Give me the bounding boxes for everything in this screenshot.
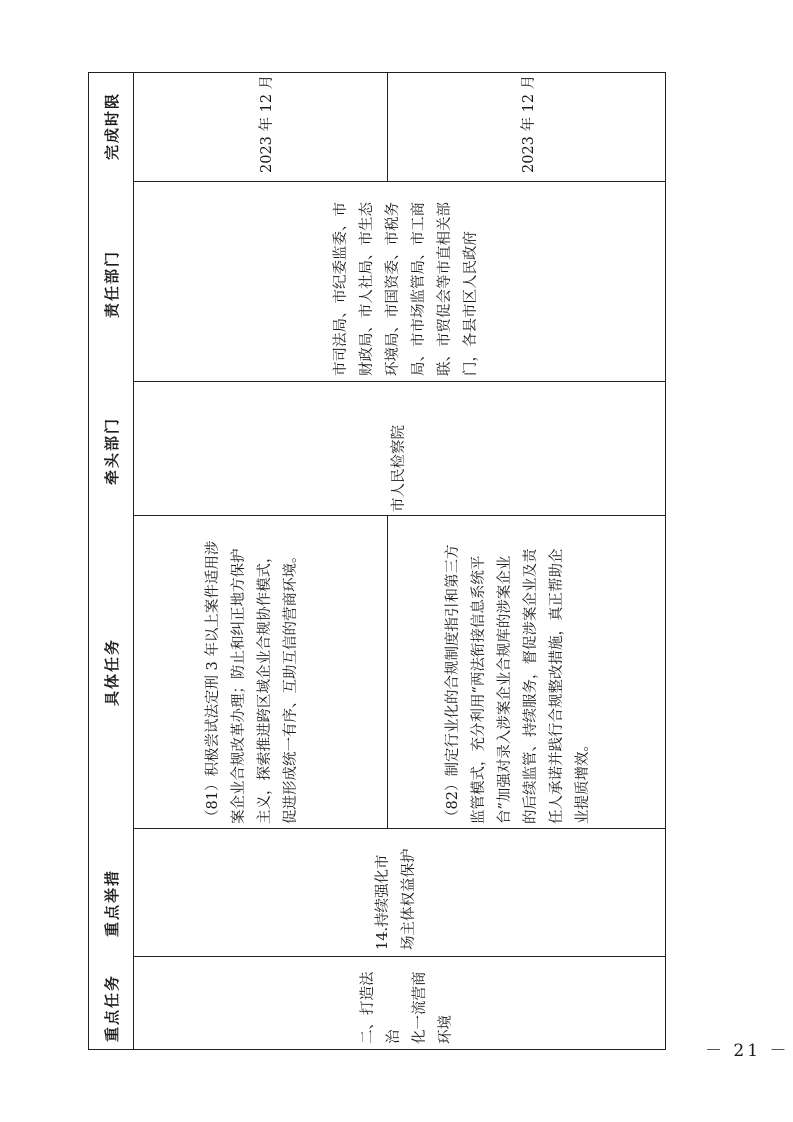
header-responsible: 责任部门: [103, 249, 121, 318]
header-task: 重点任务: [103, 973, 121, 1042]
task-82-cell: （82）制定行业化的合规制度指引和第三方 监管模式，充分利用“两法衔接信息系统平 台”加强对录入涉案企业合规库的涉案企业 的后续监管、持续服务，督促涉案企业及责 任人承诺并践行合规整改措施，真正帮助企 业提质增效。: [445, 544, 591, 824]
task-81-cell: （81）积极尝试法定刑 3 年以上案件适用涉 案企业合规改革办理；防止和纠正地方保护 主义，探索推进跨区域企业合规协作模式， 促进形成统一有序、互助互信的营商环境。: [205, 540, 299, 824]
header-measure: 重点举措: [103, 868, 121, 937]
header-deadline: 完成时限: [103, 91, 121, 160]
header-detail: 具体任务: [103, 637, 121, 706]
header-lead: 牵头部门: [103, 416, 121, 485]
key-measure-cell: 14.持续强化市 场主体权益保护: [375, 848, 417, 950]
key-task-cell: 二、打造法治 化一流营商 环境: [360, 971, 454, 1044]
page-number: － 21 －: [705, 1041, 790, 1061]
responsible-dept-cell: 市司法局、市纪委监委、市 财政局、市人社局、市生态 环境局、市国资委、市税务 局、市市场监管局、市工商 联、市贸促会等市直相关部 门，各县市区人民政府: [333, 202, 479, 376]
lead-dept-cell: 市人民检察院: [391, 425, 407, 512]
deadline-82-cell: 2023 年 12 月: [521, 74, 537, 173]
deadline-81-cell: 2023 年 12 月: [259, 74, 275, 173]
